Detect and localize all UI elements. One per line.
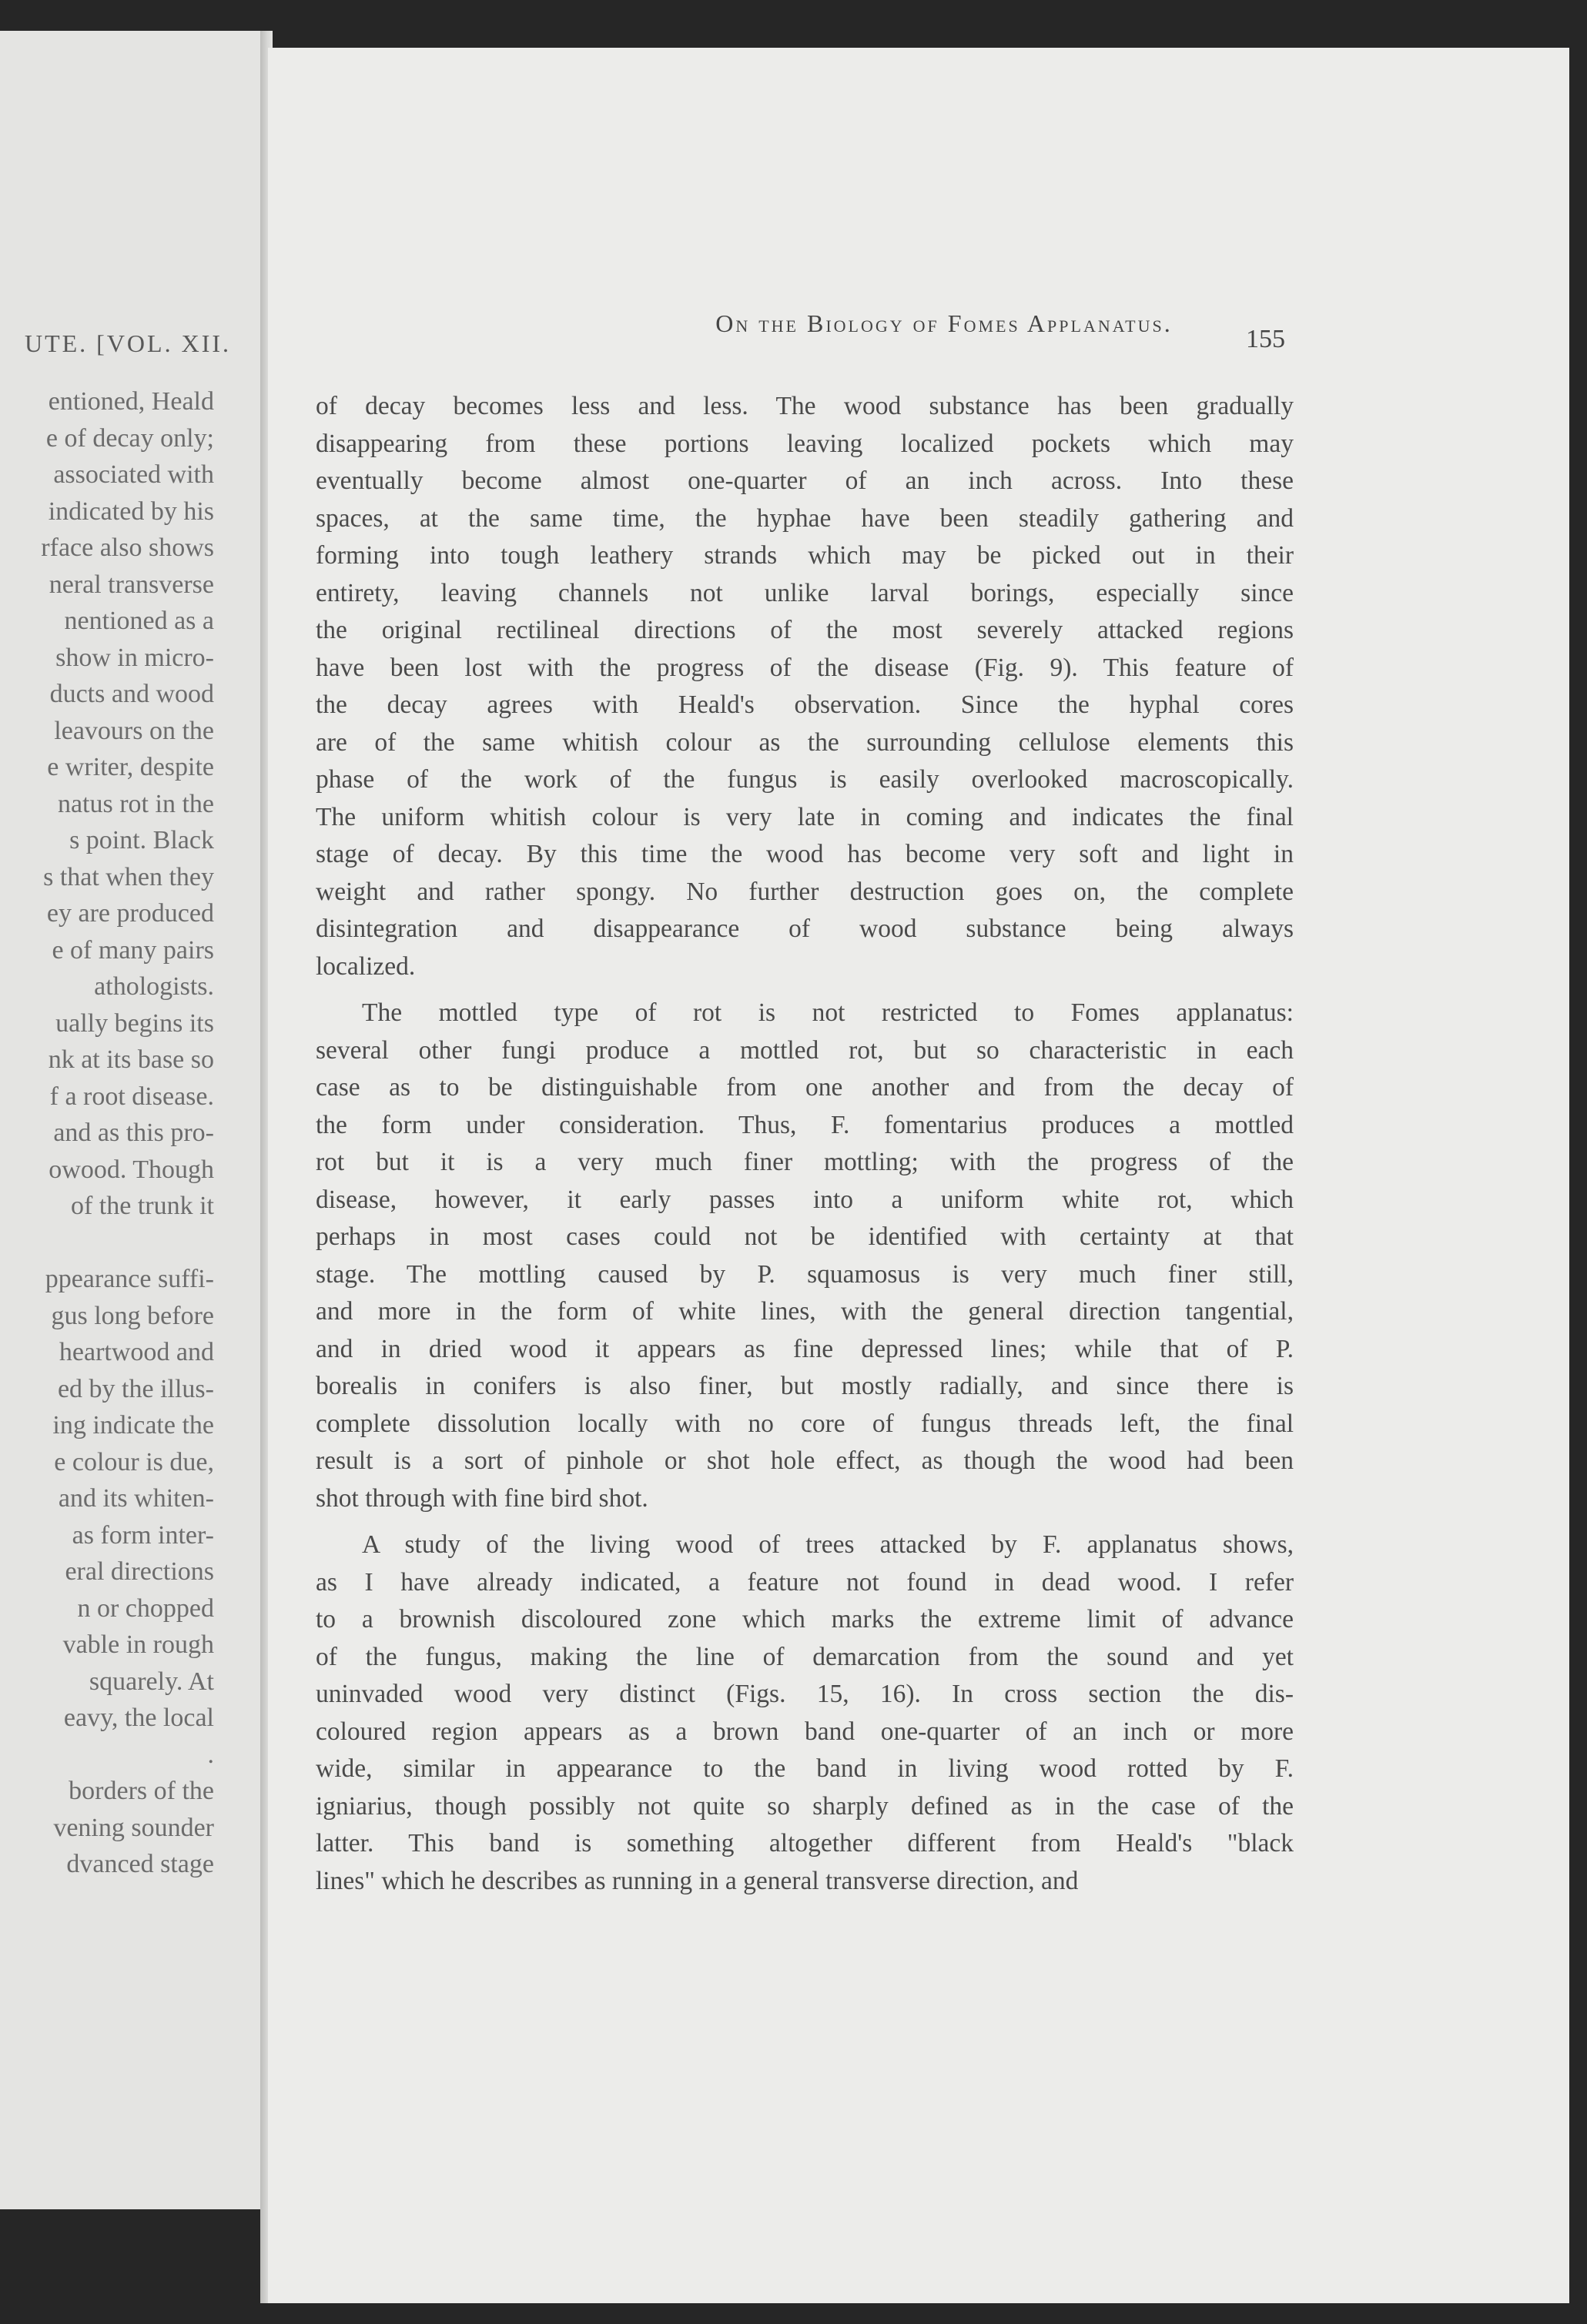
text-line: disease, however, it early passes into a uniform white rot, which [316, 1185, 1294, 1214]
text-line: of decay becomes less and less. The wood substance has been gradually [316, 392, 1294, 420]
left-text-line: nentioned as a [64, 607, 214, 635]
text-line: the form under consideration. Thus, F. fomentarius produces a mottled [316, 1110, 1294, 1139]
text-line: The uniform whitish colour is very late in coming and indicates the final [316, 802, 1294, 831]
left-text-line: eavy, the local [63, 1704, 214, 1732]
left-text-line: squarely. At [89, 1667, 214, 1696]
text-line: have been lost with the progress of the disease (Fig. 9). This feature of [316, 653, 1294, 682]
text-line: the original rectilineal directions of the most severely attacked regions [316, 616, 1294, 644]
text-line: case as to be distinguishable from one another and from the decay of [316, 1073, 1294, 1102]
text-line: as I have already indicated, a feature not found in dead wood. I refer [316, 1567, 1294, 1597]
left-text-line: of the trunk it [70, 1192, 214, 1220]
left-text-line: indicated by his [48, 497, 214, 526]
text-line: lines" which he describes as running in a general transverse direction, and [316, 1866, 1079, 1895]
text-line: forming into tough leathery strands which may be picked out in their [316, 541, 1294, 570]
left-text-line: f a root disease. [49, 1082, 214, 1111]
text-line: complete dissolution locally with no core of fungus threads left, the final [316, 1409, 1294, 1438]
text-line: disintegration and disappearance of wood substance being always [316, 915, 1294, 943]
text-line: to a brownish discoloured zone which marks the extreme limit of advance [316, 1605, 1294, 1633]
left-text-line: neral transverse [49, 570, 214, 599]
left-text-line: natus rot in the [57, 789, 214, 818]
left-text-line: dvanced stage [66, 1850, 214, 1878]
text-line: spaces, at the same time, the hyphae have been steadily gathering and [316, 503, 1294, 533]
text-line: uninvaded wood very distinct (Figs. 15, 16). In cross section the dis- [316, 1680, 1294, 1708]
left-text-line: entioned, Heald [48, 387, 214, 416]
left-page-text [0, 383, 214, 1883]
left-text-line: nk at its base so [48, 1045, 214, 1074]
text-line: weight and rather spongy. No further destruction goes on, the complete [316, 877, 1294, 906]
left-text-line: e colour is due, [54, 1447, 214, 1476]
body-text [316, 388, 1294, 1900]
running-head: On the Biology of Fomes Applanatus. [715, 309, 1173, 337]
left-running-head: UTE. [VOL. XII. [24, 329, 231, 357]
left-text-line: ually begins its [55, 1008, 214, 1038]
left-text-line: as form inter- [72, 1520, 214, 1550]
text-line: stage. The mottling caused by P. squamosus is very much finer still, [316, 1259, 1294, 1289]
left-text-line: show in micro- [55, 643, 214, 672]
paragraph-1 [316, 388, 1294, 985]
left-text-line: and as this pro- [53, 1119, 214, 1147]
text-line: A study of the living wood of trees attacked by F. applanatus shows, [362, 1530, 1294, 1559]
left-text-line [0, 1225, 214, 1262]
left-text-line: s that when they [43, 862, 214, 891]
text-line: borealis in conifers is also finer, but mostly radially, and since there is [316, 1372, 1294, 1400]
text-line: igniarius, though possibly not quite so sharply defined as in the case of the [316, 1791, 1294, 1821]
left-text-line: associated with [53, 460, 214, 489]
left-text-line: leavours on the [54, 716, 214, 745]
paragraph-3 [316, 1526, 1294, 1900]
left-text-line: e of many pairs [52, 935, 214, 965]
left-text-line: e of decay only; [45, 423, 214, 453]
left-text-line: ed by the illus- [57, 1374, 214, 1403]
left-text-line: borders of the [69, 1777, 214, 1805]
text-line: stage of decay. By this time the wood has become very soft and light in [316, 840, 1294, 868]
text-line: are of the same whitish colour as the surrounding cellulose elements this [316, 727, 1294, 757]
paragraph-2 [316, 995, 1294, 1517]
left-text-line: gus long before [51, 1301, 214, 1330]
left-text-line: rface also shows [41, 533, 214, 562]
text-line: of the fungus, making the line of demarcation from the sound and yet [316, 1642, 1294, 1671]
left-text-line: ey are produced [46, 899, 214, 928]
text-line: and more in the form of white lines, with the general direction tangential, [316, 1297, 1294, 1326]
text-line: wide, similar in appearance to the band in living wood rotted by F. [316, 1754, 1294, 1783]
text-line: and in dried wood it appears as fine depressed lines; while that of P. [316, 1334, 1294, 1363]
left-text-line: ducts and wood [49, 680, 214, 708]
text-line: perhaps in most cases could not be identified with certainty at that [316, 1222, 1294, 1251]
text-line: rot but it is a very much finer mottling; with the progress of the [316, 1148, 1294, 1176]
text-line: localized. [316, 951, 416, 981]
text-line: coloured region appears as a brown band one-quarter of an inch or more [316, 1717, 1294, 1746]
left-page [0, 31, 262, 2209]
text-line: phase of the work of the fungus is easily overlooked macroscopically. [316, 765, 1294, 794]
left-text-line: vable in rough [62, 1630, 214, 1659]
text-line: The mottled type of rot is not restricted to Fomes applanatus: [362, 998, 1294, 1027]
left-text-line: and its whiten- [58, 1484, 214, 1513]
left-text-line: ing indicate the [52, 1411, 214, 1440]
left-text-line: eral directions [65, 1557, 214, 1586]
text-line: disappearing from these portions leaving localized pockets which may [316, 429, 1294, 458]
right-page [268, 48, 1569, 2303]
left-text-line: s point. Black [69, 826, 214, 854]
text-line: several other fungi produce a mottled rot, but so characteristic in each [316, 1035, 1294, 1065]
text-line: entirety, leaving channels not unlike larval borings, especially since [316, 578, 1294, 607]
text-line: latter. This band is something altogether different from Heald's "black [316, 1829, 1294, 1858]
left-text-line: e writer, despite [47, 753, 214, 781]
text-line: eventually become almost one-quarter of an inch across. Into these [316, 466, 1294, 495]
left-text-line: n or chopped [77, 1593, 214, 1623]
left-text-line: heartwood and [59, 1338, 214, 1366]
left-text-line: owood. Though [49, 1155, 214, 1184]
page-number: 155 [1246, 325, 1285, 353]
text-line: shot through with fine bird shot. [316, 1483, 648, 1513]
text-line: the decay agrees with Heald's observation. Since the hyphal cores [316, 691, 1294, 719]
left-text-line: ppearance suffi- [45, 1265, 214, 1293]
left-text-line: vening sounder [53, 1813, 214, 1842]
text-line: result is a sort of pinhole or shot hole effect, as though the wood had been [316, 1446, 1294, 1475]
left-text-line: . [207, 1740, 214, 1769]
left-text-line: athologists. [94, 972, 214, 1001]
